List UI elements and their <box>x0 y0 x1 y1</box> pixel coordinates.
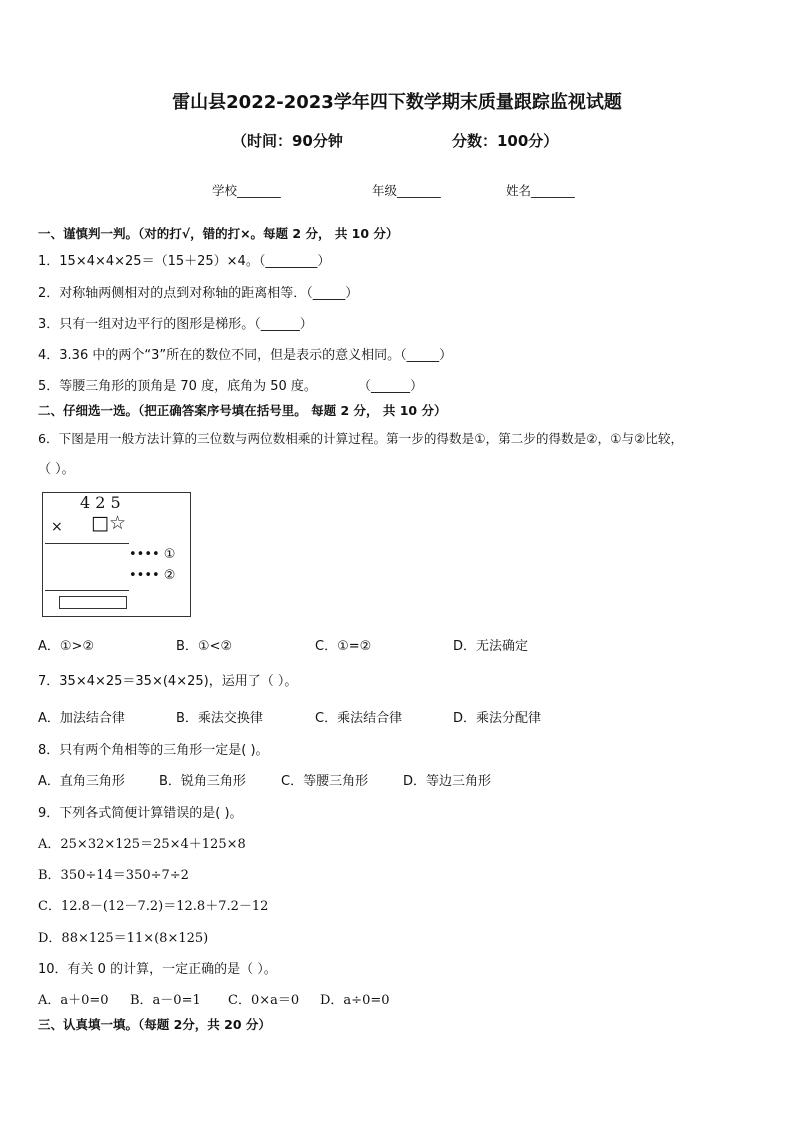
exam-time: （时间：90分钟 <box>232 132 343 150</box>
q10-option-b: B．a－0=1 <box>130 993 201 1008</box>
figure-multiplier: □☆ <box>91 512 126 534</box>
figure-partial-2: •••• ② <box>129 568 176 583</box>
figure-result-box <box>59 596 127 609</box>
q10-option-c: C．0×a＝0 <box>228 993 300 1008</box>
q6-option-d: D．无法确定 <box>453 639 529 654</box>
exam-score: 分数：100分） <box>452 132 559 150</box>
figure-line-bottom <box>45 590 129 591</box>
question-4: 4．3.36 中的两个“3”所在的数位不同，但是表示的意义相同。（_____） <box>38 348 453 363</box>
question-10: 10．有关 0 的计算，一定正确的是（ ）。 <box>38 962 277 977</box>
q10-option-a: A．a＋0=0 <box>38 993 109 1008</box>
question-5-blank: （______） <box>358 379 424 394</box>
section-3-heading: 三、认真填一填。（每题 2分，共 20 分） <box>38 1017 271 1032</box>
q8-option-c: C．等腰三角形 <box>281 774 369 789</box>
q7-option-d: D．乘法分配律 <box>453 711 542 726</box>
name-field: 姓名_______ <box>506 183 575 198</box>
q8-option-a: A．直角三角形 <box>38 774 125 789</box>
q10-option-d: D．a÷0=0 <box>320 993 390 1008</box>
figure-partial-1: •••• ① <box>129 547 176 562</box>
figure-line-top <box>45 543 129 544</box>
question-2: 2．对称轴两侧相对的点到对称轴的距离相等．（_____） <box>38 286 359 301</box>
question-6-blank: （ ）。 <box>38 462 75 477</box>
section-1-heading: 一、谨慎判一判。（对的打√，错的打×。每题 2 分， 共 10 分） <box>38 226 399 241</box>
q9-option-a: A．25×32×125＝25×4＋125×8 <box>38 837 246 852</box>
q9-option-d: D．88×125＝11×(8×125) <box>38 931 209 946</box>
q6-option-c: C．①=② <box>315 639 372 654</box>
question-9: 9．下列各式简便计算错误的是( )。 <box>38 806 243 821</box>
q6-option-b: B．①<② <box>176 639 233 654</box>
figure-multiplicand: 4 2 5 <box>80 493 121 512</box>
question-1: 1．15×4×4×25＝（15＋25）×4。（________） <box>38 254 331 269</box>
school-field: 学校_______ <box>212 183 281 198</box>
question-5: 5．等腰三角形的顶角是 70 度，底角为 50 度。 <box>38 379 317 394</box>
page-title: 雷山县2022-2023学年四下数学期末质量跟踪监视试题 <box>172 92 622 113</box>
q7-option-b: B．乘法交换律 <box>176 711 263 726</box>
multiplication-figure <box>42 492 191 617</box>
question-7: 7．35×4×25＝35×(4×25)，运用了（ ）。 <box>38 674 298 689</box>
question-8: 8．只有两个角相等的三角形一定是( )。 <box>38 743 269 758</box>
q7-option-c: C．乘法结合律 <box>315 711 403 726</box>
figure-times-sign: × <box>51 519 63 535</box>
question-3: 3．只有一组对边平行的图形是梯形。（______） <box>38 317 313 332</box>
grade-field: 年级_______ <box>372 183 441 198</box>
question-6: 6．下图是用一般方法计算的三位数与两位数相乘的计算过程。第一步的得数是①，第二步的得数是②，①与②比较， <box>38 431 684 446</box>
section-2-heading: 二、仔细选一选。（把正确答案序号填在括号里。 每题 2 分， 共 10 分） <box>38 403 447 418</box>
q9-option-b: B．350÷14＝350÷7÷2 <box>38 868 189 883</box>
q8-option-b: B．锐角三角形 <box>159 774 246 789</box>
q8-option-d: D．等边三角形 <box>403 774 492 789</box>
q7-option-a: A．加法结合律 <box>38 711 125 726</box>
q6-option-a: A．①>② <box>38 639 95 654</box>
q9-option-c: C．12.8－(12－7.2)＝12.8＋7.2－12 <box>38 899 269 914</box>
